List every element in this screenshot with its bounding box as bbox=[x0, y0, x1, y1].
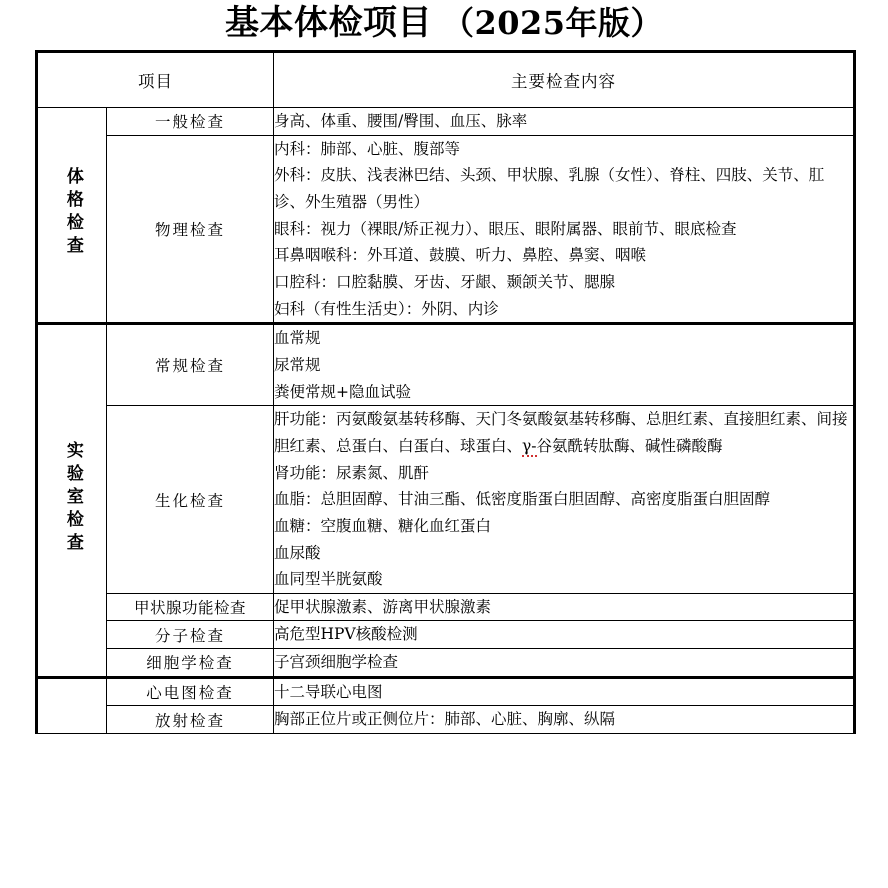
content-line: 口腔科：口腔黏膜、牙齿、牙龈、颞颌关节、腮腺 bbox=[274, 272, 616, 291]
content-line: 血脂：总胆固醇、甘油三酯、低密度脂蛋白胆固醇、高密度脂蛋白胆固醇 bbox=[274, 490, 771, 509]
content-line: 血常规 bbox=[274, 329, 321, 348]
row-item-label: 细胞学检查 bbox=[107, 649, 274, 678]
content-line: 子宫颈细胞学检查 bbox=[274, 653, 399, 672]
row-content-cell bbox=[274, 649, 855, 678]
table-header-row bbox=[37, 52, 855, 108]
row-content-cell bbox=[274, 108, 855, 136]
section-group-label-laboratory bbox=[37, 324, 107, 678]
title-year-text: （2025年版） bbox=[441, 4, 664, 42]
row-item-label: 甲状腺功能检查 bbox=[107, 593, 274, 621]
row-item-label: 生化检查 bbox=[107, 406, 274, 594]
table-row bbox=[37, 621, 855, 649]
exam-items-table bbox=[35, 50, 856, 734]
content-line: 内科：肺部、心脏、腹部等 bbox=[274, 139, 461, 158]
row-content-cell bbox=[274, 324, 855, 406]
header-col-content: 主要检查内容 bbox=[274, 52, 855, 108]
content-line: 眼科：视力（裸眼/矫正视力）、眼压、眼附属器、眼前节、眼底检查 bbox=[274, 219, 737, 238]
row-item-label: 物理检查 bbox=[107, 135, 274, 324]
header-col-item: 项目 bbox=[37, 52, 274, 108]
row-item-label: 放射检查 bbox=[107, 706, 274, 734]
table-row bbox=[37, 649, 855, 678]
row-content-cell bbox=[274, 593, 855, 621]
content-line: 粪便常规+隐血试验 bbox=[274, 382, 411, 401]
row-item-label: 一般检查 bbox=[107, 108, 274, 136]
content-line: 尿常规 bbox=[274, 355, 321, 374]
content-line: 胸部正位片或正侧位片：肺部、心脏、胸廓、纵隔 bbox=[274, 710, 616, 729]
section-group-label-physical bbox=[37, 108, 107, 324]
content-line: 高危型HPV核酸检测 bbox=[274, 625, 418, 644]
section-group-label-text: 体格检查 bbox=[62, 166, 83, 259]
spellcheck-underline: γ- bbox=[522, 436, 537, 455]
page-title bbox=[0, 0, 888, 50]
title-main-text: 基本体检项目 bbox=[224, 3, 432, 43]
row-content-cell bbox=[274, 677, 855, 706]
row-content-cell bbox=[274, 406, 855, 594]
table-row bbox=[37, 324, 855, 406]
table-row bbox=[37, 677, 855, 706]
content-line: 十二导联心电图 bbox=[274, 682, 383, 701]
content-line: 肾功能：尿素氮、肌酐 bbox=[274, 463, 430, 482]
row-item-label: 心电图检查 bbox=[107, 677, 274, 706]
content-line: 血糖：空腹血糖、糖化血红蛋白 bbox=[274, 516, 492, 535]
row-content-cell bbox=[274, 706, 855, 734]
table-row bbox=[37, 108, 855, 136]
section-group-label-instrument bbox=[37, 677, 107, 733]
row-item-label: 分子检查 bbox=[107, 621, 274, 649]
table-row bbox=[37, 406, 855, 594]
section-group-label-text: 实验室检查 bbox=[62, 440, 83, 556]
content-line: 身高、体重、腰围/臀围、血压、脉率 bbox=[274, 112, 528, 130]
table-row bbox=[37, 706, 855, 734]
content-line: 耳鼻咽喉科：外耳道、鼓膜、听力、鼻腔、鼻窦、咽喉 bbox=[274, 246, 647, 265]
row-content-cell bbox=[274, 621, 855, 649]
content-line: 外科：皮肤、浅表淋巴结、头颈、甲状腺、乳腺（女性）、脊柱、四肢、关节、肛诊、外生殖器（男性） bbox=[274, 166, 825, 211]
table-row bbox=[37, 135, 855, 324]
content-line: 妇科（有性生活史）：外阴、内诊 bbox=[274, 299, 499, 318]
row-item-label: 常规检查 bbox=[107, 324, 274, 406]
content-line: 肝功能：丙氨酸氨基转移酶、天门冬氨酸氨基转移酶、总胆红素、直接胆红素、间接胆红素、总蛋白、白蛋白、球蛋白、γ-谷氨酰转肽酶、碱性磷酸酶 bbox=[274, 410, 848, 455]
content-line: 血尿酸 bbox=[274, 543, 321, 562]
row-content-cell bbox=[274, 135, 855, 324]
content-line: 促甲状腺激素、游离甲状腺激素 bbox=[274, 597, 492, 616]
content-line: 血同型半胱氨酸 bbox=[274, 570, 383, 589]
table-row bbox=[37, 593, 855, 621]
